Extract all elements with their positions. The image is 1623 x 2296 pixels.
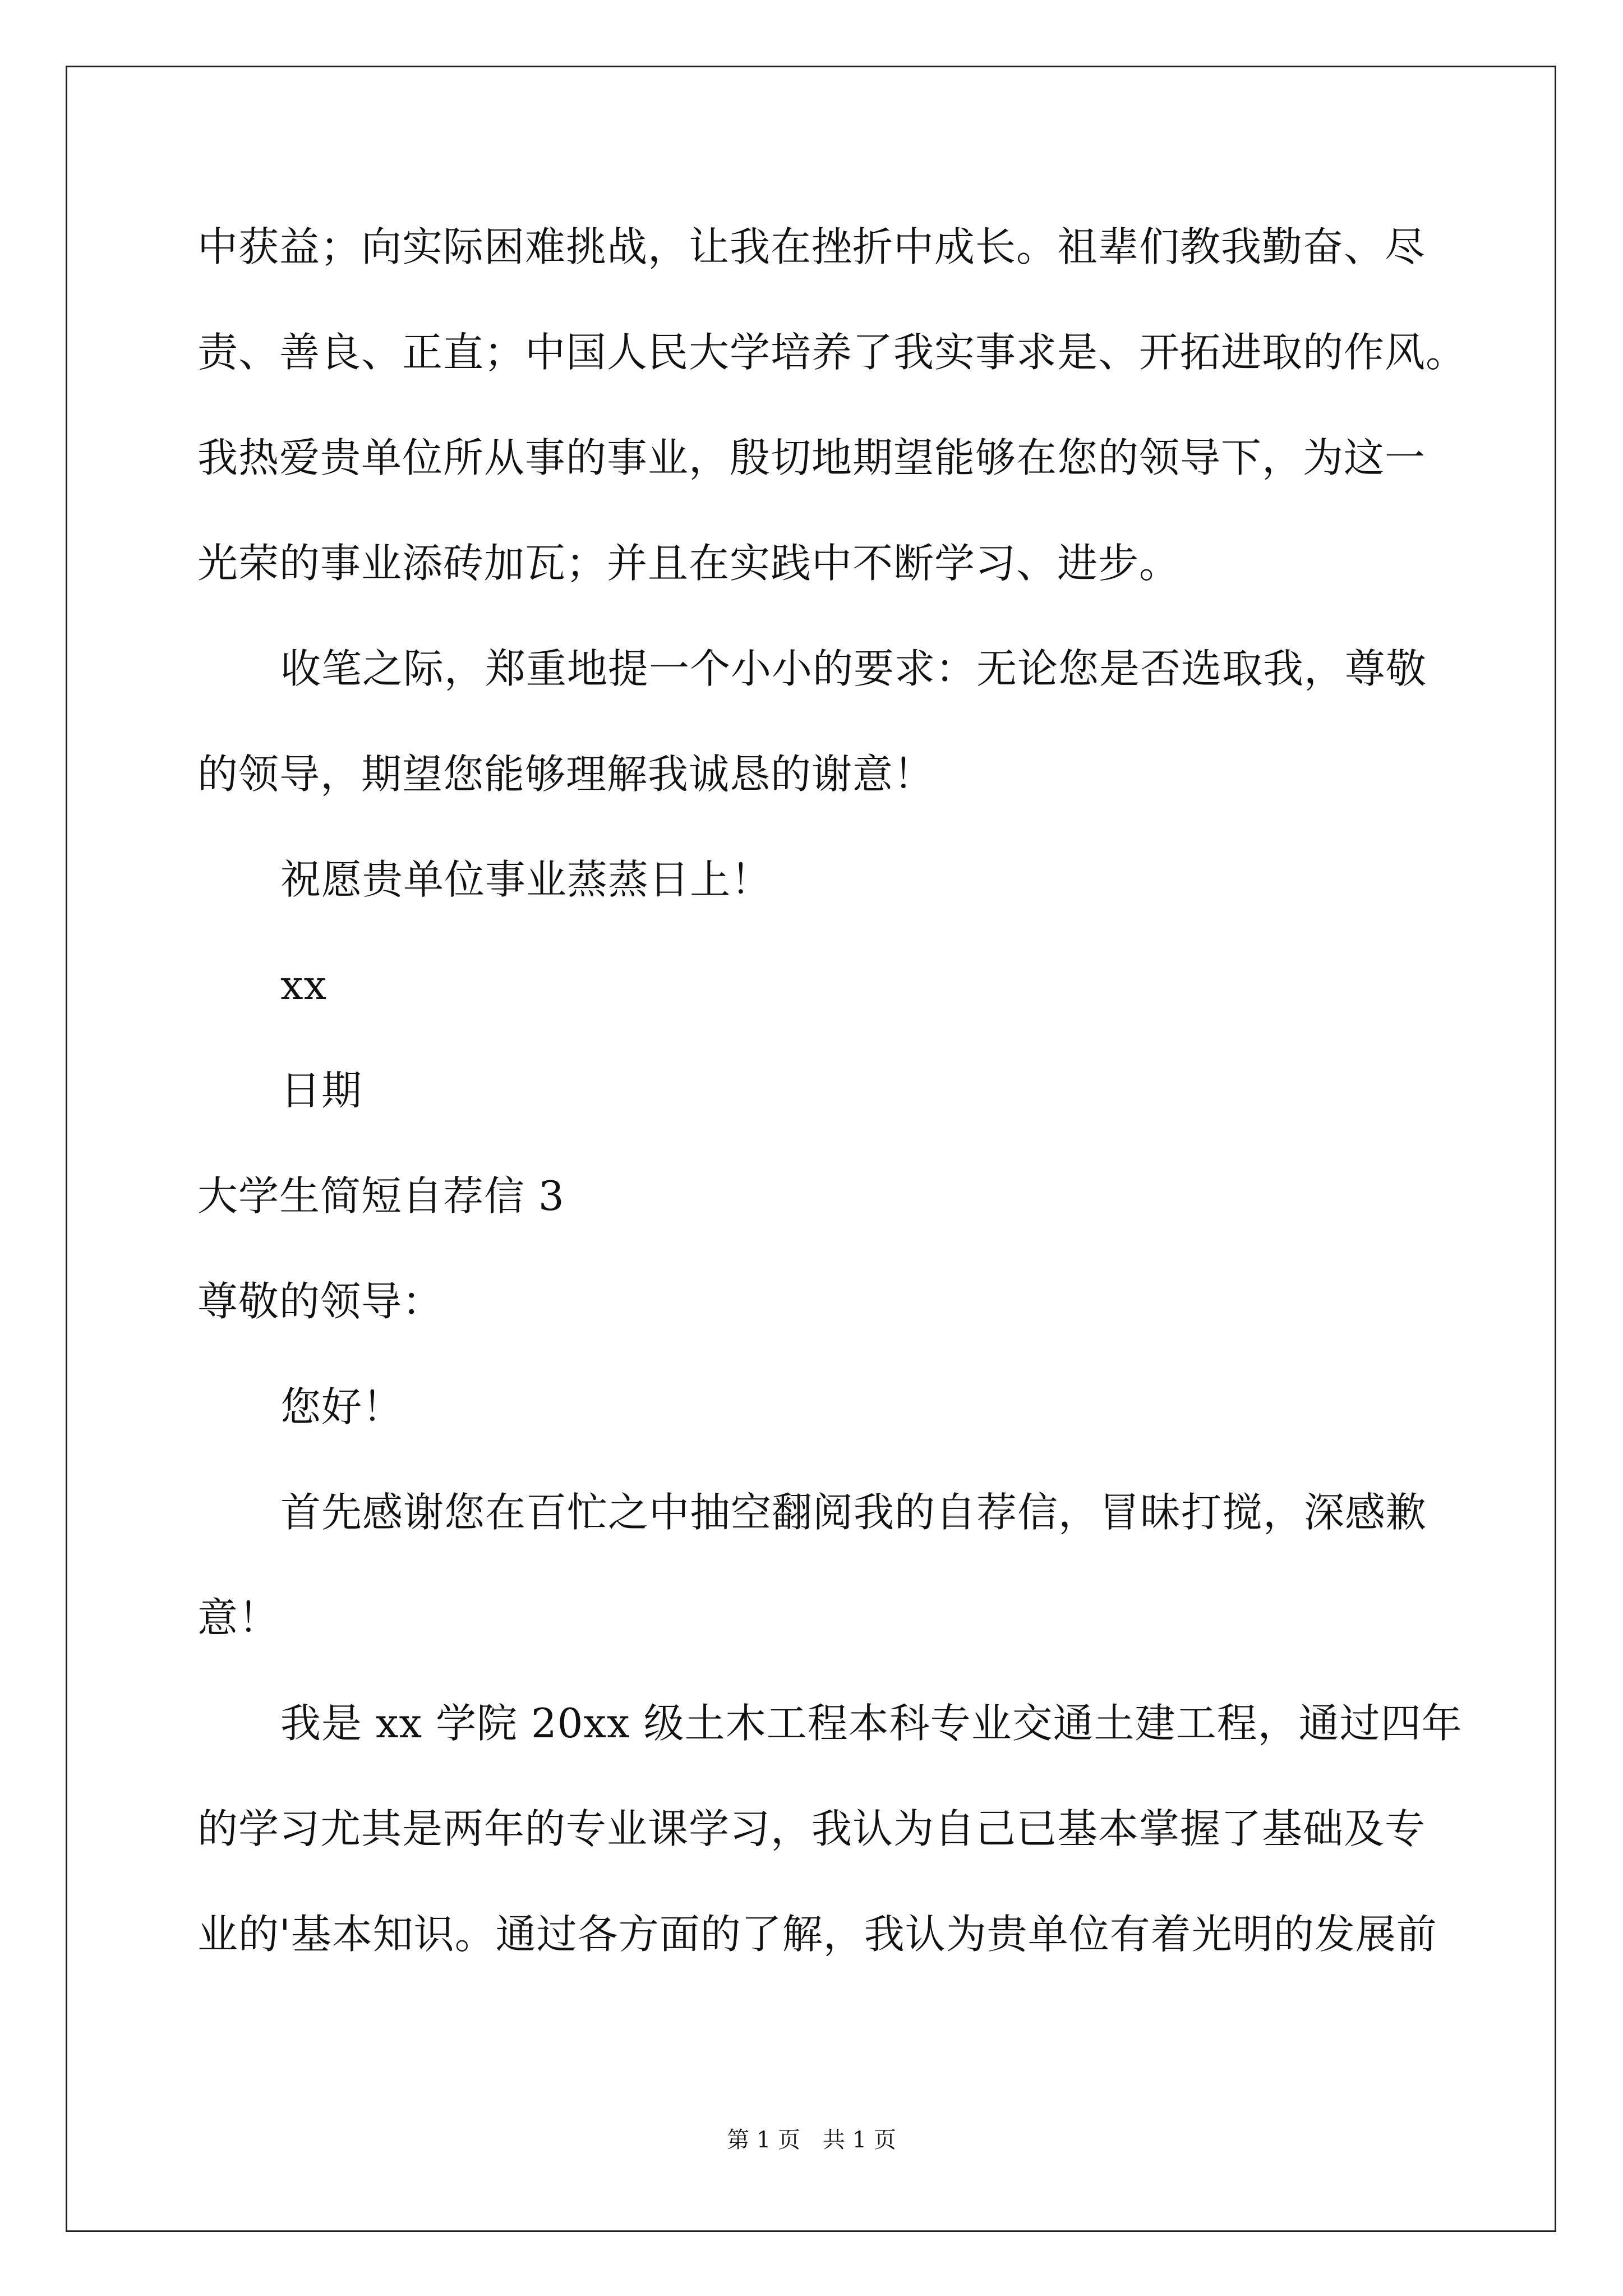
paragraph-start: 我是 xx 学院 20xx 级土木工程本科专业交通土建工程，通过四年 [280, 1700, 1463, 1747]
section-title: 大学生简短自荐信 3 [197, 1172, 565, 1220]
text-line: 光荣的事业添砖加瓦；并且在实践中不断学习、进步。 [197, 540, 1181, 587]
page-number: 第 1 页 [727, 2127, 800, 2153]
closing-wish: 祝愿贵单位事业蒸蒸日上！ [280, 856, 772, 903]
text-line: 责、善良、正直；中国人民大学培养了我实事求是、开拓进取的作风。 [197, 329, 1467, 376]
text-line: 中获益；向实际困难挑战，让我在挫折中成长。祖辈们教我勤奋、尽 [197, 223, 1426, 270]
text-line: 的学习尤其是两年的专业课学习，我认为自己已基本掌握了基础及专 [197, 1805, 1426, 1852]
text-line: 的领导，期望您能够理解我诚恳的谢意！ [197, 751, 935, 798]
total-pages: 共 1 页 [823, 2127, 896, 2153]
text-line: 我热爱贵单位所从事的事业，殷切地期望能够在您的领导下，为这一 [197, 434, 1426, 481]
page-border [66, 66, 1556, 2232]
paragraph-start: 收笔之际，郑重地提一个小小的要求：无论您是否选取我，尊敬 [280, 645, 1427, 692]
text-line: 业的'基本知识。通过各方面的了解，我认为贵单位有着光明的发展前 [197, 1911, 1437, 1958]
paragraph-start: 首先感谢您在百忙之中抽空翻阅我的自荐信，冒昧打搅，深感歉 [280, 1489, 1427, 1536]
signature-date: 日期 [280, 1067, 363, 1114]
page-footer [0, 2126, 1623, 2154]
signature-name: xx [280, 961, 328, 1009]
text-line: 意！ [197, 1594, 280, 1641]
salutation: 尊敬的领导： [197, 1278, 444, 1325]
greeting: 您好！ [280, 1383, 404, 1430]
